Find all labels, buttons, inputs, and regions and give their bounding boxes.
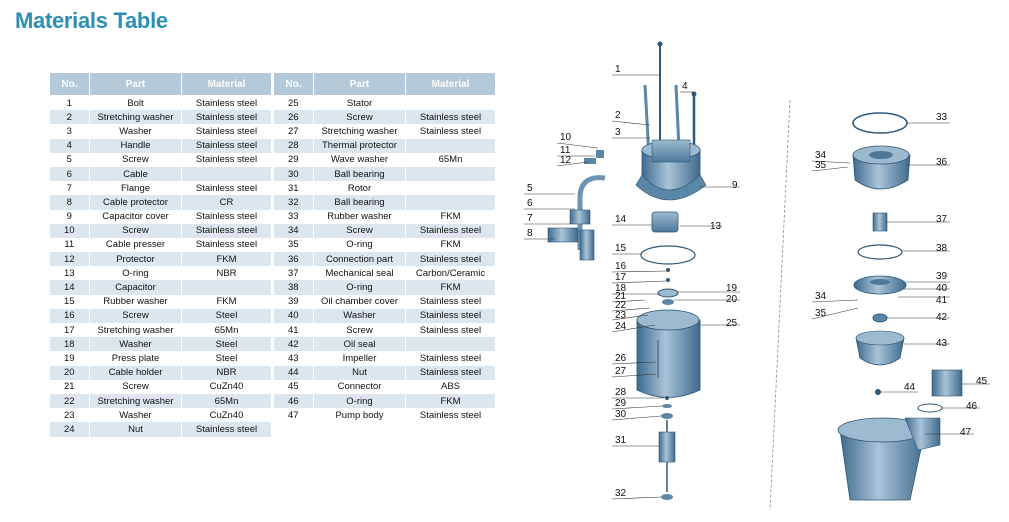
row-material: NBR <box>182 366 272 380</box>
row-part: Rubber washer <box>314 210 406 224</box>
materials-table-left <box>49 72 272 437</box>
table-row <box>274 309 496 323</box>
row-material: Stainless steel <box>406 252 496 266</box>
header-no: No. <box>50 73 90 96</box>
table-row <box>50 366 272 380</box>
row-part: Impeller <box>314 351 406 365</box>
table-row <box>50 323 272 337</box>
row-no: 7 <box>50 181 90 195</box>
row-material: Stainless steel <box>182 210 272 224</box>
table-header-row <box>50 73 272 96</box>
row-material <box>406 337 496 351</box>
row-no: 25 <box>274 96 314 111</box>
callout-28: 28 <box>615 387 627 398</box>
row-no: 39 <box>274 295 314 309</box>
row-material: Stainless steel <box>406 295 496 309</box>
row-no: 12 <box>50 252 90 266</box>
row-part: Screw <box>314 224 406 238</box>
row-material: Stainless steel <box>182 110 272 124</box>
row-material <box>406 181 496 195</box>
stack-16-24 <box>658 268 678 305</box>
row-material: FKM <box>406 238 496 252</box>
row-material: Carbon/Ceramic <box>406 266 496 280</box>
table-row <box>274 380 496 394</box>
callout-10: 10 <box>560 132 572 143</box>
table-row <box>50 139 272 153</box>
header-part: Part <box>314 73 406 96</box>
capacitor-part <box>652 212 678 232</box>
row-no: 4 <box>50 139 90 153</box>
callout-8: 8 <box>527 228 533 239</box>
row-part: Rotor <box>314 181 406 195</box>
callout-34-lower: 34 <box>815 291 827 302</box>
row-material <box>406 167 496 181</box>
row-no: 38 <box>274 280 314 294</box>
table-row <box>50 394 272 408</box>
row-no: 46 <box>274 394 314 408</box>
row-no: 26 <box>274 110 314 124</box>
row-material: Stainless steel <box>182 153 272 167</box>
callout-46: 46 <box>966 401 978 412</box>
mechanical-seal-part <box>873 213 887 231</box>
row-no: 34 <box>274 224 314 238</box>
row-no: 22 <box>50 394 90 408</box>
row-no: 41 <box>274 323 314 337</box>
row-material: Stainless steel <box>406 408 496 422</box>
row-material: Stainless steel <box>182 422 272 436</box>
row-material: Stainless steel <box>182 124 272 138</box>
row-material: Stainless steel <box>406 110 496 124</box>
table-row <box>50 309 272 323</box>
table-row <box>274 280 496 294</box>
header-no: No. <box>274 73 314 96</box>
connector-part <box>932 370 962 396</box>
row-material: 65Mn <box>406 153 496 167</box>
header-part: Part <box>90 73 182 96</box>
row-material: CuZn40 <box>182 408 272 422</box>
row-no: 44 <box>274 366 314 380</box>
table-row <box>274 139 496 153</box>
row-no: 43 <box>274 351 314 365</box>
row-no: 17 <box>50 323 90 337</box>
row-material: FKM <box>406 280 496 294</box>
row-part: Cable protector <box>90 195 182 209</box>
table-row <box>50 96 272 111</box>
row-part: Stretching washer <box>314 124 406 138</box>
row-part: Nut <box>90 422 182 436</box>
callout-35: 35 <box>815 160 827 171</box>
callout-43: 43 <box>936 338 948 349</box>
row-material: Stainless steel <box>406 366 496 380</box>
row-material: Stainless steel <box>182 238 272 252</box>
table-row <box>50 337 272 351</box>
row-no: 6 <box>50 167 90 181</box>
oil-seal-part <box>873 314 887 322</box>
row-material: Stainless steel <box>406 323 496 337</box>
table-row <box>50 422 272 436</box>
row-part: Washer <box>90 408 182 422</box>
table-row <box>50 295 272 309</box>
callout-36: 36 <box>936 157 948 168</box>
row-material: FKM <box>406 210 496 224</box>
row-material: FKM <box>182 295 272 309</box>
row-no: 45 <box>274 380 314 394</box>
row-material: Stainless steel <box>182 224 272 238</box>
row-material <box>406 195 496 209</box>
row-material: FKM <box>406 394 496 408</box>
row-material <box>182 280 272 294</box>
row-no: 33 <box>274 210 314 224</box>
callout-1: 1 <box>615 64 621 75</box>
row-material <box>182 167 272 181</box>
row-part: Screw <box>90 380 182 394</box>
row-no: 20 <box>50 366 90 380</box>
row-part: Wave washer <box>314 153 406 167</box>
row-material: FKM <box>182 252 272 266</box>
row-part: O-ring <box>90 266 182 280</box>
row-part: Stator <box>314 96 406 111</box>
callout-18: 18 <box>615 283 627 294</box>
callout-3: 3 <box>615 127 621 138</box>
callout-13: 13 <box>710 221 722 232</box>
callout-19: 19 <box>726 283 738 294</box>
row-material: Stainless steel <box>406 124 496 138</box>
separator-line <box>770 100 790 510</box>
callout-21: 21 <box>615 291 627 302</box>
callout-29: 29 <box>615 398 627 409</box>
row-part: Handle <box>90 139 182 153</box>
row-no: 13 <box>50 266 90 280</box>
row-part: Washer <box>90 337 182 351</box>
callout-37: 37 <box>936 214 948 225</box>
header-material: Material <box>406 73 496 96</box>
row-material: ABS <box>406 380 496 394</box>
callout-15: 15 <box>615 243 627 254</box>
row-material: Stainless steel <box>406 351 496 365</box>
capacitor-cover-part <box>636 140 706 200</box>
row-no: 10 <box>50 224 90 238</box>
table-row <box>274 124 496 138</box>
row-part: Protector <box>90 252 182 266</box>
table-row <box>274 366 496 380</box>
row-material: Stainless steel <box>406 309 496 323</box>
callout-2: 2 <box>615 110 621 121</box>
row-no: 2 <box>50 110 90 124</box>
row-no: 11 <box>50 238 90 252</box>
row-material: 65Mn <box>182 323 272 337</box>
callout-23: 23 <box>615 310 627 321</box>
table-row <box>274 295 496 309</box>
callout-35-lower: 35 <box>815 308 827 319</box>
table-row <box>50 252 272 266</box>
row-no: 9 <box>50 210 90 224</box>
row-material: Stainless steel <box>182 139 272 153</box>
exploded-pump-diagram <box>515 30 1009 522</box>
callout-31: 31 <box>615 435 627 446</box>
row-no: 37 <box>274 266 314 280</box>
table-row <box>50 238 272 252</box>
row-no: 42 <box>274 337 314 351</box>
row-part: Press plate <box>90 351 182 365</box>
callout-26: 26 <box>615 353 627 364</box>
callout-14: 14 <box>615 214 627 225</box>
row-part: O-ring <box>314 238 406 252</box>
callout-7: 7 <box>527 213 533 224</box>
row-no: 21 <box>50 380 90 394</box>
callout-4: 4 <box>682 81 688 92</box>
callout-27: 27 <box>615 366 627 377</box>
connection-part <box>853 146 910 189</box>
table-row <box>50 195 272 209</box>
callout-33: 33 <box>936 112 948 123</box>
callout-12: 12 <box>560 155 572 166</box>
callout-41: 41 <box>936 295 948 306</box>
row-material <box>406 139 496 153</box>
row-part: Thermal protector <box>314 139 406 153</box>
row-part: Connector <box>314 380 406 394</box>
row-material: 65Mn <box>182 394 272 408</box>
callout-45: 45 <box>976 376 988 387</box>
row-no: 31 <box>274 181 314 195</box>
row-no: 24 <box>50 422 90 436</box>
row-no: 30 <box>274 167 314 181</box>
row-part: O-ring <box>314 280 406 294</box>
callout-24: 24 <box>615 321 627 332</box>
row-no: 16 <box>50 309 90 323</box>
row-no: 15 <box>50 295 90 309</box>
callout-9: 9 <box>732 180 738 191</box>
table-row <box>50 266 272 280</box>
callout-32: 32 <box>615 488 627 499</box>
table-row <box>274 252 496 266</box>
row-no: 8 <box>50 195 90 209</box>
callout-leader-2 <box>612 121 650 125</box>
row-part: Screw <box>90 309 182 323</box>
row-no: 23 <box>50 408 90 422</box>
row-part: Bolt <box>90 96 182 111</box>
row-part: Capacitor cover <box>90 210 182 224</box>
callout-38: 38 <box>936 243 948 254</box>
row-material: Steel <box>182 309 272 323</box>
row-material: Steel <box>182 337 272 351</box>
row-part: Screw <box>314 323 406 337</box>
table-row <box>274 195 496 209</box>
table-row <box>274 351 496 365</box>
row-no: 36 <box>274 252 314 266</box>
row-part: Ball bearing <box>314 167 406 181</box>
table-row <box>274 224 496 238</box>
rubber-washer-33-part <box>853 113 907 133</box>
row-part: Screw <box>90 153 182 167</box>
table-row <box>274 337 496 351</box>
row-no: 19 <box>50 351 90 365</box>
table-row <box>274 323 496 337</box>
table-row <box>50 124 272 138</box>
header-material: Material <box>182 73 272 96</box>
row-part: Nut <box>314 366 406 380</box>
table-row <box>274 167 496 181</box>
oring-38-part <box>858 245 902 259</box>
row-part: Mechanical seal <box>314 266 406 280</box>
row-material: Stainless steel <box>406 224 496 238</box>
oil-chamber-cover-part <box>854 276 906 294</box>
row-part: Pump body <box>314 408 406 422</box>
callout-6: 6 <box>527 198 533 209</box>
row-material: Steel <box>182 351 272 365</box>
row-part: Oil seal <box>314 337 406 351</box>
row-part: Capacitor <box>90 280 182 294</box>
row-material <box>406 96 496 111</box>
callout-44: 44 <box>904 382 916 393</box>
materials-table-right <box>273 72 496 422</box>
rubber-washer-part <box>641 246 695 264</box>
table-header-row <box>274 73 496 96</box>
table-row <box>50 280 272 294</box>
table-row <box>274 266 496 280</box>
callout-5: 5 <box>527 183 533 194</box>
table-row <box>274 408 496 422</box>
table-row <box>50 167 272 181</box>
table-row <box>50 153 272 167</box>
row-no: 5 <box>50 153 90 167</box>
rotor-assembly <box>659 396 675 500</box>
row-material: CR <box>182 195 272 209</box>
row-part: Screw <box>314 110 406 124</box>
table-row <box>50 110 272 124</box>
table-row <box>50 380 272 394</box>
table-row <box>274 238 496 252</box>
table-row <box>50 181 272 195</box>
row-no: 47 <box>274 408 314 422</box>
row-material: Stainless steel <box>182 96 272 111</box>
row-no: 28 <box>274 139 314 153</box>
callout-42: 42 <box>936 312 948 323</box>
callout-39: 39 <box>936 271 948 282</box>
row-no: 3 <box>50 124 90 138</box>
row-part: Rubber washer <box>90 295 182 309</box>
row-part: Stretching washer <box>90 110 182 124</box>
row-part: O-ring <box>314 394 406 408</box>
table-row <box>274 394 496 408</box>
row-part: Cable <box>90 167 182 181</box>
callout-22: 22 <box>615 300 627 311</box>
oring-46-part <box>918 404 942 412</box>
row-part: Flange <box>90 181 182 195</box>
stator-part <box>637 310 700 398</box>
row-material: NBR <box>182 266 272 280</box>
callout-30: 30 <box>615 409 627 420</box>
callout-47: 47 <box>960 427 972 438</box>
row-part: Cable presser <box>90 238 182 252</box>
callout-16: 16 <box>615 261 627 272</box>
row-no: 29 <box>274 153 314 167</box>
callout-40: 40 <box>936 283 948 294</box>
row-material: Stainless steel <box>182 181 272 195</box>
row-material: CuZn40 <box>182 380 272 394</box>
row-no: 1 <box>50 96 90 111</box>
row-part: Washer <box>90 124 182 138</box>
row-no: 27 <box>274 124 314 138</box>
row-no: 40 <box>274 309 314 323</box>
row-part: Stretching washer <box>90 323 182 337</box>
callout-25: 25 <box>726 318 738 329</box>
row-part: Cable holder <box>90 366 182 380</box>
table-row <box>50 210 272 224</box>
row-no: 35 <box>274 238 314 252</box>
callout-17: 17 <box>615 272 627 283</box>
nut-44-part <box>875 389 881 395</box>
table-row <box>274 96 496 111</box>
row-part: Ball bearing <box>314 195 406 209</box>
pump-body-part <box>838 418 940 500</box>
page-title: Materials Table <box>15 8 168 33</box>
callout-20: 20 <box>726 294 738 305</box>
table-row <box>274 110 496 124</box>
table-row <box>50 224 272 238</box>
row-no: 32 <box>274 195 314 209</box>
row-part: Washer <box>314 309 406 323</box>
callout-34: 34 <box>815 150 827 161</box>
row-part: Connection part <box>314 252 406 266</box>
row-no: 14 <box>50 280 90 294</box>
row-part: Oil chamber cover <box>314 295 406 309</box>
table-row <box>274 153 496 167</box>
row-part: Stretching washer <box>90 394 182 408</box>
row-no: 18 <box>50 337 90 351</box>
impeller-part <box>856 331 904 365</box>
callout-11: 11 <box>560 145 571 156</box>
table-row <box>50 408 272 422</box>
table-row <box>50 351 272 365</box>
cable-assembly <box>548 178 605 260</box>
table-row <box>274 210 496 224</box>
row-part: Screw <box>90 224 182 238</box>
table-row <box>274 181 496 195</box>
